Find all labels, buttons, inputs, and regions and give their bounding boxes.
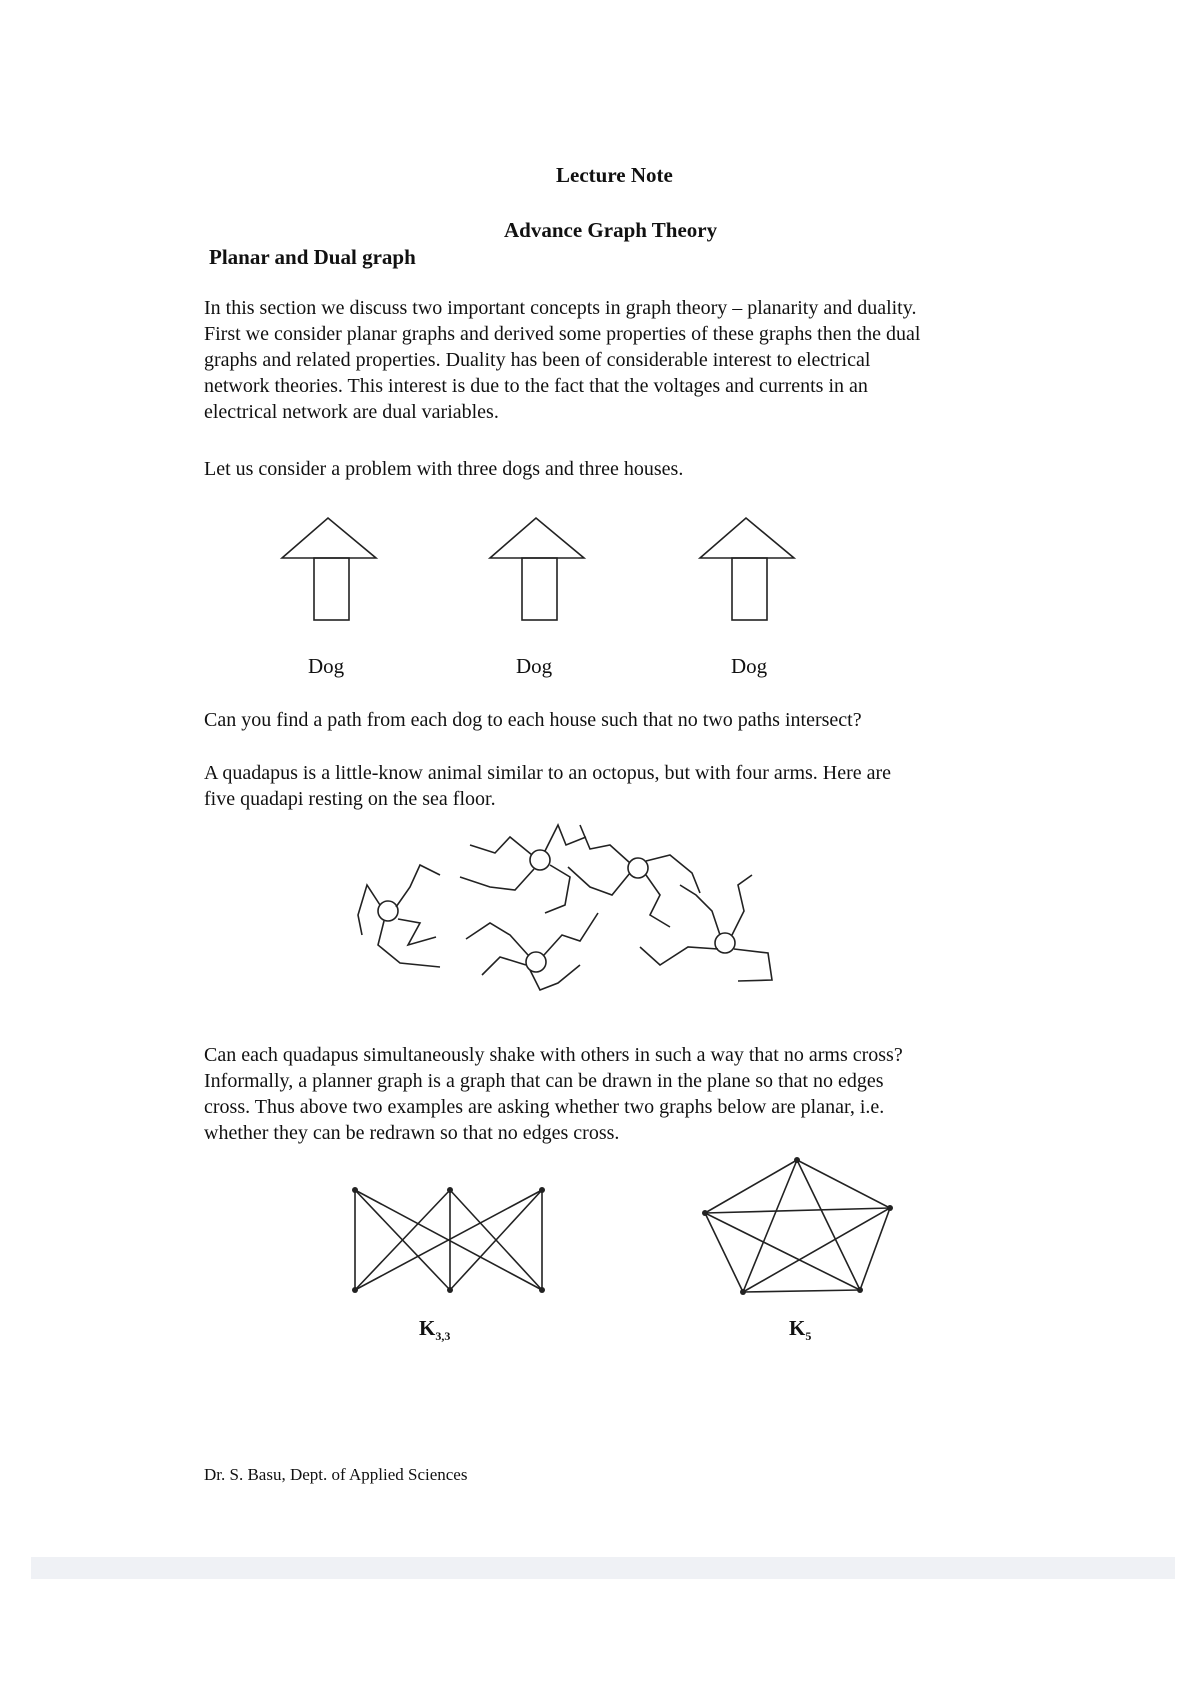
- intro-line: In this section we discuss two important concepts in graph theory – planarity and duality.: [204, 297, 917, 319]
- k5-graph: [700, 1155, 900, 1295]
- dog-label-2: Dog: [516, 654, 553, 678]
- k5-label: [789, 1316, 811, 1344]
- k33-label: [419, 1316, 450, 1344]
- k5-label-main: K: [789, 1316, 806, 1340]
- problem-statement: [204, 456, 1064, 482]
- k5-label-sub: 5: [805, 1329, 812, 1344]
- planar-line: cross. Thus above two examples are asking whether two graphs below are planar, i.e.: [204, 1096, 885, 1118]
- quadapus-line: five quadapi resting on the sea floor.: [204, 788, 496, 810]
- quadapi-figure: [340, 815, 790, 1015]
- dog-label-1: Dog: [308, 654, 345, 678]
- planar-line: Can each quadapus simultaneously shake with others in such a way that no arms cross?: [204, 1044, 903, 1066]
- k33-label-main: K: [419, 1316, 436, 1340]
- intro-line: First we consider planar graphs and derived some properties of these graphs then the dual: [204, 323, 921, 345]
- houses-figure: [270, 515, 810, 625]
- k33-label-sub: 3,3: [435, 1329, 451, 1344]
- planar-line: whether they can be redrawn so that no edges cross.: [204, 1122, 620, 1144]
- header-title: Lecture Note: [556, 163, 673, 187]
- house-2: [490, 518, 584, 620]
- intro-line: electrical network are dual variables.: [204, 401, 499, 423]
- dog-label-3: Dog: [731, 654, 768, 678]
- planar-line: Informally, a planner graph is a graph that can be drawn in the plane so that no edges: [204, 1070, 884, 1092]
- quadapus-1: [358, 865, 440, 967]
- house-3: [700, 518, 794, 620]
- section-title: Planar and Dual graph: [209, 245, 416, 269]
- problem-line: Let us consider a problem with three dogs and three houses.: [204, 458, 684, 480]
- footer-author: Dr. S. Basu, Dept. of Applied Sciences: [204, 1465, 468, 1484]
- k33-graph: [350, 1185, 550, 1295]
- page-bottom-bar: [31, 1557, 1175, 1579]
- quadapus-5: [640, 875, 772, 981]
- planar-paragraph: [204, 1042, 1064, 1146]
- course-title: Advance Graph Theory: [504, 218, 718, 242]
- path-question-line: Can you find a path from each dog to each house such that no two paths intersect?: [204, 709, 862, 731]
- intro-line: graphs and related properties. Duality has been of considerable interest to electrical: [204, 349, 871, 371]
- intro-paragraph: [204, 295, 1064, 425]
- path-question: [204, 707, 1064, 733]
- house-1: [282, 518, 376, 620]
- quadapus-4: [466, 913, 598, 990]
- quadapus-2: [460, 825, 586, 913]
- intro-line: network theories. This interest is due to the fact that the voltages and currents in an: [204, 375, 868, 397]
- quadapus-3: [568, 825, 700, 927]
- quadapus-line: A quadapus is a little-know animal similar to an octopus, but with four arms. Here are: [204, 762, 892, 784]
- quadapus-paragraph: [204, 760, 1064, 812]
